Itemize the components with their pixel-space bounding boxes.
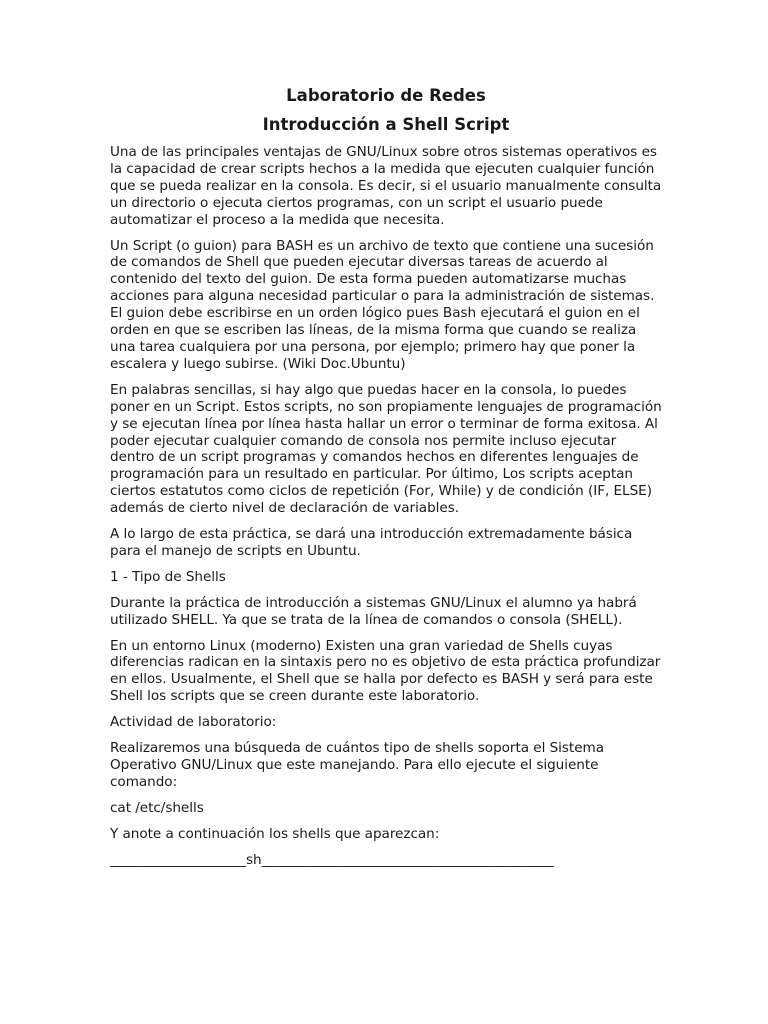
paragraph-activity-instructions: Realizaremos una búsqueda de cuántos tipo de shells soporta el Sistema Operativo GNU/Linux que este manejando. Para ello ejecute el siguiente comando: — [110, 740, 604, 790]
paragraph-simple-words: En palabras sencillas, si hay algo que puedas hacer en la consola, lo puedes poner en un Script. Estos scripts, no son propiamente lenguajes de programación y se ejecutan línea por línea hasta hallar un error o terminar de forma exitosa. Al poder ejecutar cualquier comando de consola nos permite incluso ejecutar dentro de un script programas y comandos hechos en diferentes lenguajes de programación para un resultado en particular. Por último, Los scripts aceptan ciertos estatutos como ciclos de repetición (For, While) y de condición (IF, ELSE) además de cierto nivel de declaración de variables. — [110, 381, 662, 517]
paragraph-practice-scope: A lo largo de esta práctica, se dará una introducción extremadamente básica para el manejo de scripts en Ubuntu. — [110, 526, 633, 559]
paragraph-note-shells: Y anote a continuación los shells que aparezcan: — [110, 825, 440, 842]
paragraph-intro: Una de las principales ventajas de GNU/Linux sobre otros sistemas operativos es la capacidad de crear scripts hechos a la medida que ejecuten cualquier función que se pueda realizar en la consola. Es decir, si el usuario manualmente consulta un directorio o ejecuta ciertos programas, con un script el usuario puede automatizar el proceso a la medida que necesita. — [110, 144, 662, 228]
paragraph-script-definition: Un Script (o guion) para BASH es un archivo de texto que contiene una sucesión de comandos de Shell que pueden ejecutar diversas tareas de acuerdo al contenido del texto del guion. De esta forma pueden automatizarse muchas acciones para alguna necesidad particular o para la administración de sistemas. El guion debe escribirse en un orden lógico pues Bash ejecutará el guion en el orden en que se escriben las líneas, de la misma forma que cuando se realiza una tarea cualquiera por una persona, por ejemplo; primero hay que poner la escalera y luego subirse. (Wiki Doc.Ubuntu) — [110, 237, 655, 372]
paragraph-shell-variety: En un entorno Linux (moderno) Existen una gran variedad de Shells cuyas diferencias radican en la sintaxis pero no es objetivo de esta práctica profundizar en ellos. Usualmente, el Shell que se halla por defecto es BASH y será para este Shell los scripts que se creen durante este laboratorio. — [110, 637, 661, 705]
section-heading-shell-types: 1 - Tipo de Shells — [110, 568, 226, 585]
document-subtitle: Introducción a Shell Script — [262, 115, 510, 134]
answer-line: ____________________sh___________________________________________ — [110, 851, 554, 868]
document-body — [110, 86, 662, 869]
command-text: cat /etc/shells — [110, 799, 204, 816]
document-title: Laboratorio de Redes — [286, 86, 486, 105]
activity-heading: Actividad de laboratorio: — [110, 714, 277, 731]
paragraph-shell-usage: Durante la práctica de introducción a sistemas GNU/Linux el alumno ya habrá utilizado SHELL. Ya que se trata de la línea de comandos o consola (SHELL). — [110, 594, 637, 628]
